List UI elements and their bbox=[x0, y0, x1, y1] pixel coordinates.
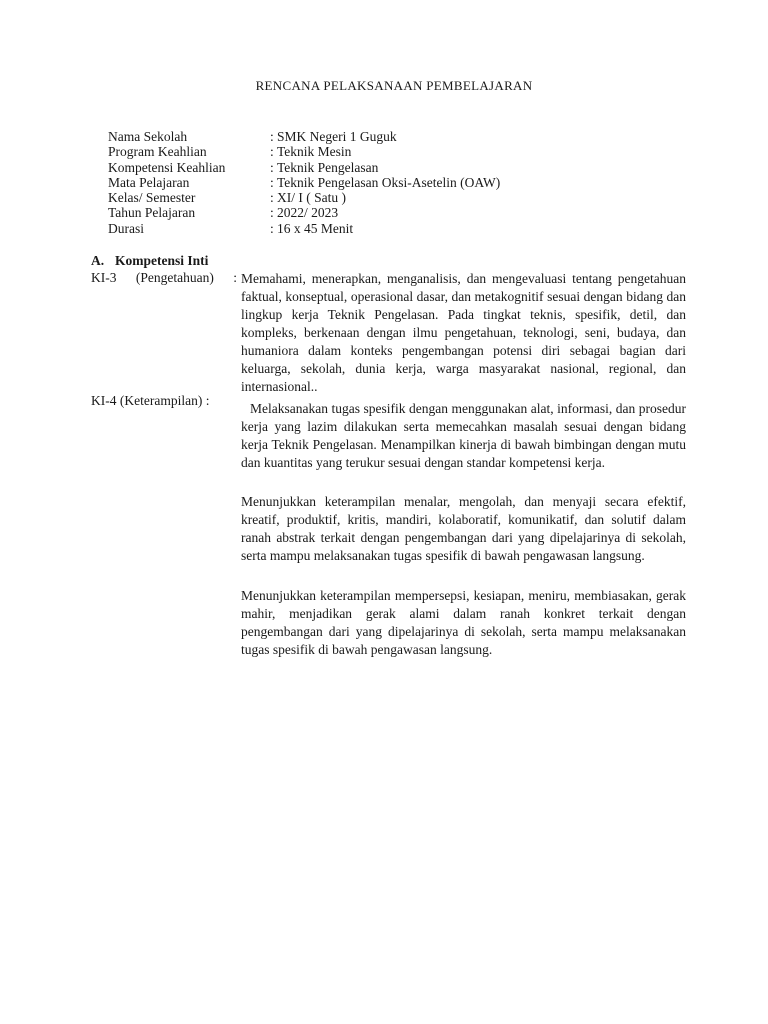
info-row-program bbox=[108, 144, 500, 159]
info-label: Kelas/ Semester bbox=[108, 190, 196, 206]
info-row-competency bbox=[108, 160, 500, 175]
info-value: 16 x 45 Menit bbox=[277, 220, 354, 236]
info-label: Nama Sekolah bbox=[108, 129, 188, 144]
ki3-colon: : bbox=[233, 270, 237, 285]
info-label: Durasi bbox=[108, 220, 144, 236]
info-label: Program Keahlian bbox=[108, 144, 207, 160]
info-label: Tahun Pelajaran bbox=[108, 205, 196, 221]
info-separator: : bbox=[270, 159, 274, 175]
ki3-name: (Pengetahuan) bbox=[135, 270, 214, 285]
ki4-paragraph-2: Menunjukkan keterampilan menalar, mengolah, dan menyaji secara efektif, kreatif, produktif, kritis, mandiri, kolaboratif, komunikatif, dan solutif dalam ranah abstrak terkait dengan pengembangan dari yang dipelajarinya di sekolah, serta mampu melaksanakan tugas spesifik di bawah pengawasan langsung. bbox=[241, 494, 686, 563]
ki3-description: Memahami, menerapkan, menganalisis, dan mengevaluasi tentang pengetahuan faktual, konseptual, operasional dasar, dan metakognitif sesuai dengan bidang dan lingkup kerja Teknik Pengelasan. Pada tingkat teknis, spesifik, detil, dan kompleks, berkenaan dengan ilmu pengetahuan, teknologi, seni, budaya, dan humaniora dalam konteks pengembangan potensi diri sebagai bagian dari keluarga, sekolah, dunia kerja, warga masyarakat nasional, regional, dan internasional.. bbox=[241, 271, 686, 394]
info-value: Teknik Mesin bbox=[277, 144, 352, 160]
info-label: Kompetensi Keahlian bbox=[108, 159, 226, 175]
info-row-duration bbox=[108, 221, 500, 236]
info-label: Mata Pelajaran bbox=[108, 174, 190, 190]
section-title: Kompetensi Inti bbox=[115, 253, 209, 268]
info-separator: : bbox=[270, 174, 274, 190]
info-row-academic-year bbox=[108, 205, 500, 220]
info-value: Teknik Pengelasan bbox=[277, 159, 379, 175]
info-separator: : bbox=[270, 205, 274, 221]
ki4-paragraph-3: Menunjukkan keterampilan mempersepsi, kesiapan, meniru, membiasakan, gerak mahir, menjadikan gerak alami dalam ranah konkret terkait dengan pengembangan dari yang dipelajarinya di sekolah, serta mampu melaksanakan tugas spesifik di bawah pengawasan langsung. bbox=[241, 588, 686, 657]
ki3-code: KI-3 bbox=[91, 270, 117, 285]
info-row-class-semester bbox=[108, 190, 500, 205]
info-value: 2022/ 2023 bbox=[277, 205, 339, 221]
info-separator: : bbox=[270, 144, 274, 160]
ki3-label bbox=[91, 270, 237, 286]
section-number: A. bbox=[91, 253, 105, 268]
info-separator: : bbox=[270, 190, 274, 206]
ki4-label: KI-4 (Keterampilan) : bbox=[91, 393, 210, 408]
info-row-subject bbox=[108, 175, 500, 190]
info-separator: : bbox=[270, 129, 274, 144]
school-info-list bbox=[108, 129, 500, 236]
document-title: RENCANA PELAKSANAAN PEMBELAJARAN bbox=[255, 78, 533, 93]
section-heading bbox=[91, 253, 208, 269]
info-value: SMK Negeri 1 Guguk bbox=[277, 129, 397, 144]
info-value: XI/ I ( Satu ) bbox=[277, 190, 346, 206]
info-row-school-name bbox=[108, 129, 500, 144]
info-separator: : bbox=[270, 220, 274, 236]
ki4-paragraph-1: Melaksanakan tugas spesifik dengan menggunakan alat, informasi, dan prosedur kerja yang lazim dilakukan serta memecahkan masalah sesuai dengan bidang kerja Teknik Pengelasan. Menampilkan kinerja di bawah bimbingan dengan mutu dan kuantitas yang terukur sesuai dengan standar kompetensi kerja. bbox=[241, 401, 686, 470]
info-value: Teknik Pengelasan Oksi-Asetelin (OAW) bbox=[277, 174, 501, 190]
